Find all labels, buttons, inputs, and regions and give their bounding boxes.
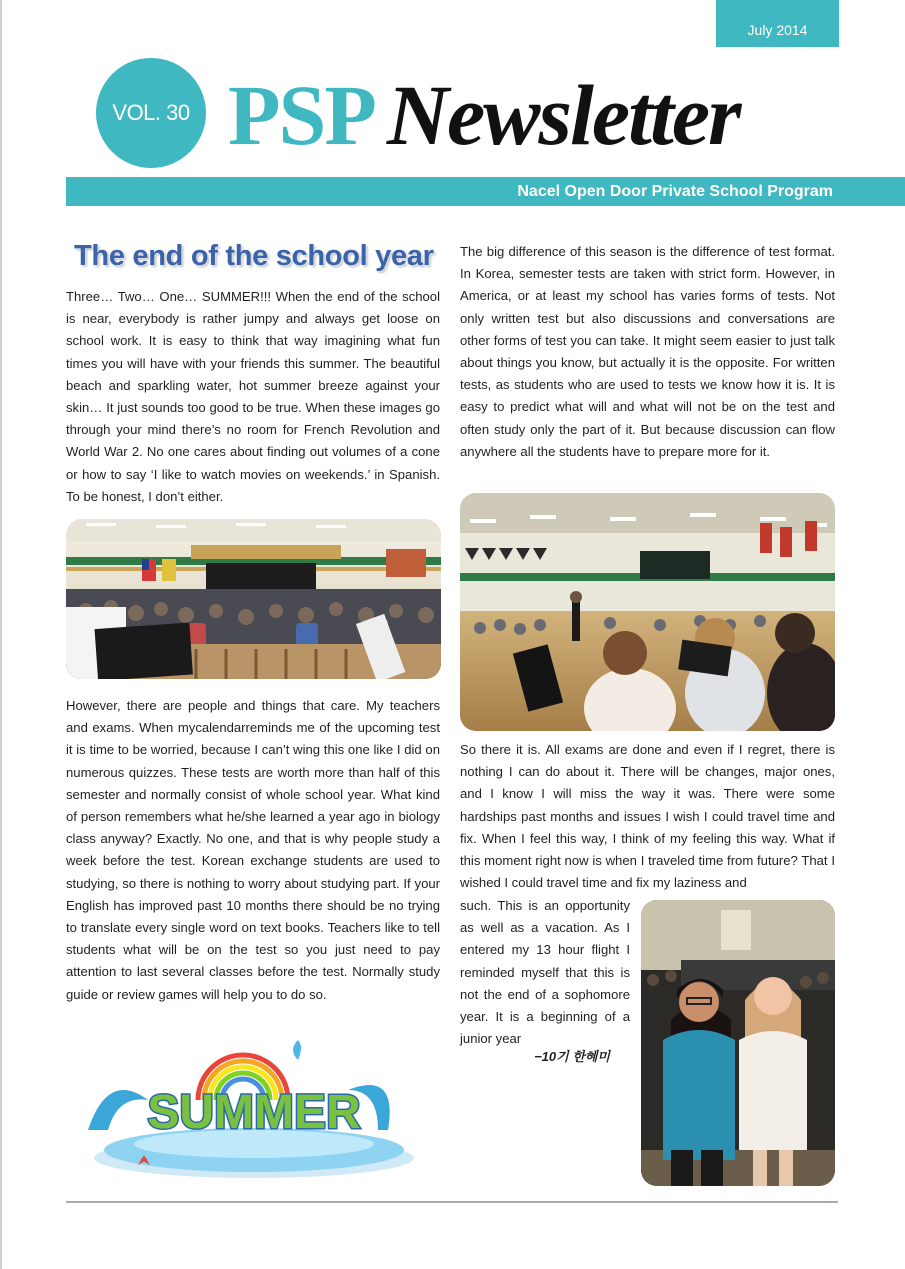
volume-badge [96,58,206,168]
gym-orchestra-photo [460,493,835,731]
two-students-photo [641,900,835,1186]
gym-concert-photo [66,519,441,679]
article-paragraph-5: such. This is an opportunity as well as a vacation. As I entered my 13 hour flight I reminded myself that this is not the end of a sophomore year. It is a beginning of a junior year [460,898,630,1047]
author-signature: −10기 한혜미 [534,1049,610,1064]
issue-date-tab [716,0,839,47]
newsletter-masthead [228,67,740,163]
volume-label: VOL. 30 [112,100,190,125]
masthead-newsletter: Newsletter [386,67,740,163]
article-paragraph-2: However, there are people and things that care. My teachers and exams. When mycalendarreminds me of the upcoming test it is time to be worried, because I can’t wing this one like I did on numerous quizzes. These tests are worth more than half of this semester and normally consist of whole school year. What kind of person remembers what he/she learned a year ago in biology class anyway? Exactly. No one, and that is why people study a week before the test. Korean exchange students are used to studying, so there is nothing to worry about studying part. If your English has improved past 10 months there should be no trying to translate every single word on text books. Teachers like to tell students what will be on the test so you just need to pay attention to last several classes before the test. Normally study guide or review games will help you to do so. [66,698,440,1002]
article-paragraph-3: The big difference of this season is the difference of test format. In Korea, semester tests are taken with strict form. However, in America, or at least my school has varies forms of tests. Not only written test but also discussions and conversations are other forms of test you can take. It might seem easier to just talk about things you know, but actually it is the opposite. For written tests, as students who are used to tests we know how it is. It is easy to predict what will and what will not be on the test and often study only the part of it. But because discussion can flow anywhere all the students have to prepare more for it. [460,244,835,459]
program-name: Nacel Open Door Private School Program [517,183,833,200]
page-left-border [0,0,2,1269]
summer-clipart [78,1040,430,1180]
article-paragraph-1: Three… Two… One… SUMMER!!! When the end of the school is near, everybody is rather jumpy and always get loose on school work. It is easy to think that way imagining what fun times you will have with your friends this summer. The beautiful beach and sparkling water, hot summer breeze against your skin… It just sounds too good to be true. When these images go through your mind there’s no room for French Revolution and World War 2. No one cares about finding out volumes of a cone or how to say ‘I like to watch movies on weekends.’ in Spanish. To be honest, I don’t either. [66,289,440,504]
masthead-psp: PSP [228,67,375,163]
summer-word-art: SUMMER [147,1086,361,1139]
program-banner [66,177,905,206]
article-title: The end of the school year [74,240,434,272]
issue-date: July 2014 [747,22,808,38]
article-paragraph-4: So there it is. All exams are done and even if I regret, there is nothing I can do about it. There will be changes, major ones, and I know I will miss the way it was. There were some hardships past months and issues I wish I could travel time and fix. When I feel this way, I think of my feeling this way. What if this moment right now is when I traveled time from future? That I wished I could travel time and fix my laziness and [460,742,835,891]
footer-divider [66,1201,838,1203]
